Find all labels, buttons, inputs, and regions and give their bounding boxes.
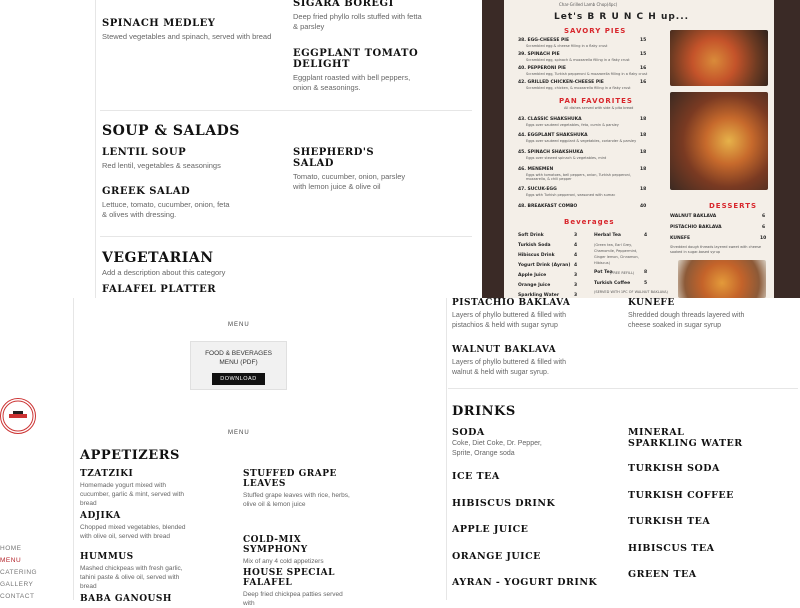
menu-page-bottom-left <box>0 298 446 607</box>
menu-subline: Scrambled egg & cheese filling in a flaky crust <box>526 44 608 48</box>
nav-contact[interactable]: CONTACT <box>0 593 35 600</box>
section-title-appetizers: APPETIZERS <box>80 448 180 463</box>
menu-line: PISTACHIO BAKLAVA <box>670 225 722 230</box>
item-name: SHEPHERD'S SALAD <box>293 147 375 169</box>
food-photo-pide <box>670 30 768 86</box>
price: 18 <box>640 117 647 122</box>
price: 3 <box>574 283 578 288</box>
menu-subline: Scrambled egg, chicken, & mozzarella filling in a flaky crust <box>526 86 631 90</box>
menu-line: Yogurt Drink (Ayran) <box>518 263 571 268</box>
menu-item <box>102 186 232 220</box>
menu-line: KUNEFE <box>670 236 691 241</box>
menu-item <box>293 48 428 93</box>
logo-icon <box>1 399 35 433</box>
menu-item <box>293 0 423 32</box>
price: 4 <box>574 253 578 258</box>
menu-item <box>293 147 418 192</box>
menu-line: 38. EGG-CHEESE PIE <box>518 38 570 43</box>
cafe-logo[interactable] <box>0 398 36 434</box>
menu-item <box>80 594 190 604</box>
item-description: Layers of phyllo buttered & filled with pistachios & held with sugar syrup <box>452 312 567 329</box>
item-description: Tomato, cucumber, onion, parsley with lemon juice & olive oil <box>293 172 406 191</box>
download-card <box>190 341 287 390</box>
price: 40 <box>640 204 647 209</box>
item-description: Deep fried phyllo rolls stuffed with fetta & parsley <box>293 12 422 31</box>
price: 18 <box>640 133 647 138</box>
price: 16 <box>640 80 647 85</box>
menu-line: 43. CLASSIC SHAKSHUKA <box>518 117 582 122</box>
download-card-line2: MENU (PDF) <box>219 359 258 366</box>
divider <box>100 236 472 237</box>
item-name: WALNUT BAKLAVA <box>452 345 557 355</box>
menu-line: 48. BREAKFAST COMBO <box>518 204 578 209</box>
menu-item <box>102 18 272 42</box>
menu-subline: (Green tea, Earl Grey, Chamomile, Peppermint, Ginger lemon, Cinnamon, Hibiscus) <box>594 243 639 265</box>
item-name: COLD-MIX SYMPHONY <box>243 535 308 555</box>
item-name: STUFFED GRAPE LEAVES <box>243 469 337 489</box>
menu-item <box>452 298 572 331</box>
item-name: KUNEFE <box>628 298 675 308</box>
menu-page-bottom-right <box>446 298 800 600</box>
item-name: FALAFEL PLATTER <box>102 284 217 295</box>
drink-apple-juice: APPLE JUICE <box>452 524 529 535</box>
top-line-text: Char-Grilled Lamb Chop(4pc) <box>559 2 618 7</box>
price: 4 <box>574 263 578 268</box>
item-name: ADJIKA <box>80 511 121 521</box>
menu-line: Orange Juice <box>518 283 551 288</box>
menu-line: 46. MENEMEN <box>518 167 554 172</box>
menu-line: Herbal Tea <box>594 233 621 238</box>
menu-item <box>243 469 353 509</box>
menu-line: Sparkling Water <box>518 293 560 298</box>
drink-ice-tea: ICE TEA <box>452 471 500 482</box>
drink-soda: SODA <box>452 427 485 438</box>
menu-item <box>628 298 748 331</box>
drink-soda-desc: Coke, Diet Coke, Dr. Pepper, Sprite, Orange soda <box>452 440 542 457</box>
drink-green-tea: GREEN TEA <box>628 569 697 580</box>
drink-hibiscus-tea: HIBISCUS TEA <box>628 543 715 554</box>
divider <box>446 298 447 600</box>
menu-line: 47. SUCUK-EGG <box>518 187 557 192</box>
item-description: Layers of phyllo buttered & filled with walnut & held with sugar syrup. <box>452 359 567 376</box>
menu-subline: (FREE REFILL) <box>610 271 635 275</box>
item-name: TZATZIKI <box>80 469 134 479</box>
drink-turkish-tea: TURKISH TEA <box>628 516 711 527</box>
price: 4 <box>644 233 648 238</box>
menu-line: Hibiscus Drink <box>518 253 555 258</box>
item-description: Chopped mixed vegetables, blended with olive oil, served with bread <box>80 524 186 540</box>
menu-subline: (SERVED WITH 1PC OF WALNUT BAKLAVA) <box>594 290 668 294</box>
price: 6 <box>762 214 766 219</box>
section-subtitle: Add a description about this category <box>102 268 226 277</box>
section-desserts: DESSERTS <box>709 202 758 210</box>
menu-line: Apple Juice <box>518 273 547 278</box>
download-card-line1: FOOD & BEVERAGES <box>205 350 272 357</box>
item-description: Stuffed grape leaves with rice, herbs, olive oil & lemon juice <box>243 492 350 508</box>
item-description: Homemade yogurt mixed with cucumber, garlic & mint, served with bread <box>80 482 185 507</box>
divider <box>100 110 472 111</box>
item-description: Mix of any 4 cold appetizers <box>243 558 324 565</box>
drink-ayran: AYRAN - YOGURT DRINK <box>452 577 598 588</box>
item-description: Shredded dough threads layered with cheese soaked in sugar syrup <box>628 312 745 329</box>
brunch-banner: Let's B R U N C H up... <box>554 12 690 22</box>
price: 15 <box>640 38 647 43</box>
price: 10 <box>760 236 767 241</box>
menu-page-top-left <box>0 0 482 298</box>
item-description: Eggplant roasted with bell peppers, onion & seasonings. <box>293 73 411 92</box>
nav-home[interactable]: HOME <box>0 545 22 552</box>
menu-subline: Shredded dough threads layered sweet with cheese soaked in sugar-based syrup <box>670 245 762 254</box>
item-description: Red lentil, vegetables & seasonings <box>102 161 221 170</box>
item-name: GREEK SALAD <box>102 186 191 197</box>
menu-subline: Eggs over sauteed vegetables, feta, cumin & parsley <box>526 123 619 127</box>
drink-hibiscus: HIBISCUS DRINK <box>452 498 556 509</box>
item-name: HOUSE SPECIAL FALAFEL <box>243 568 335 588</box>
menu-item <box>243 535 353 566</box>
section-note: All dishes served with side & pita bread <box>564 106 634 110</box>
price: 4 <box>574 243 578 248</box>
menu-line: 40. PEPPERONI PIE <box>518 66 566 71</box>
price: 18 <box>640 167 647 172</box>
printed-menu-photo <box>482 0 800 298</box>
menu-line: 39. SPINACH PIE <box>518 52 560 57</box>
menu-item <box>80 469 190 508</box>
item-name: PISTACHIO BAKLAVA <box>452 298 571 308</box>
menu-subline: Eggs with Turkish pepperoni, seasoned with sumac <box>526 193 616 197</box>
section-savory-pies: SAVORY PIES <box>564 27 627 35</box>
price: 3 <box>574 273 578 278</box>
drink-mineral-water: MINERAL SPARKLING WATER <box>628 427 743 449</box>
food-photo-kunefe <box>678 260 766 298</box>
price: 18 <box>640 150 647 155</box>
section-beverages: Beverages <box>564 218 615 226</box>
menu-item <box>452 345 572 378</box>
menu-line: 42. GRILLED CHICKEN-CHEESE PIE <box>518 80 604 85</box>
menu-subline: Eggs over sauteed eggplant & vegetables, coriander & parsley <box>526 139 637 143</box>
divider <box>73 298 74 600</box>
nav-gallery[interactable]: GALLERY <box>0 581 34 588</box>
drink-orange-juice: ORANGE JUICE <box>452 551 541 562</box>
divider <box>448 388 798 389</box>
section-pan-favorites: PAN FAVORITES <box>559 97 633 105</box>
price: 8 <box>644 270 648 275</box>
menu-item <box>80 552 190 591</box>
menu-line: Pot Tea <box>594 270 613 275</box>
menu-line: 45. SPINACH SHAKSHUKA <box>518 150 584 155</box>
menu-sheet <box>504 0 774 298</box>
menu-line: 44. EGGPLANT SHAKSHUKA <box>518 133 588 138</box>
menu-label: MENU <box>228 322 250 328</box>
drink-turkish-coffee: TURKISH COFFEE <box>628 490 734 501</box>
menu-item <box>80 511 190 541</box>
menu-subline: Scrambled egg, spinach & mozzarella filling in a flaky crust <box>526 58 630 62</box>
price: 3 <box>574 293 578 298</box>
price: 16 <box>640 66 647 71</box>
menu-item <box>102 147 282 171</box>
nav-catering[interactable]: CATERING <box>0 569 38 576</box>
menu-line: Turkish Coffee <box>594 281 631 286</box>
item-name: EGGPLANT TOMATO DELIGHT <box>293 48 419 70</box>
menu-label: MENU <box>228 430 250 436</box>
divider <box>95 0 96 298</box>
menu-subline: Eggs with tomatoes, bell peppers, onion, Turkish pepperoni, mozzarella, & chili pepper <box>526 173 631 181</box>
food-photo-breakfast <box>670 92 768 190</box>
price: 18 <box>640 187 647 192</box>
section-title-soup-salads: SOUP & SALADS <box>102 123 240 139</box>
item-name: LENTIL SOUP <box>102 147 187 158</box>
menu-line: WALNUT BAKLAVA <box>670 214 717 219</box>
price: 15 <box>640 52 647 57</box>
item-name: HUMMUS <box>80 552 134 562</box>
price: 5 <box>644 281 648 286</box>
menu-item <box>243 568 353 608</box>
download-card-title <box>191 349 286 367</box>
menu-line: Turkish Soda <box>518 243 551 248</box>
item-description: Lettuce, tomato, cucumber, onion, feta & olives with dressing. <box>102 200 230 219</box>
item-description: Mashed chickpeas with fresh garlic, tahini paste & olive oil, served with bread <box>80 565 183 590</box>
nav-menu[interactable]: MENU <box>0 557 22 564</box>
section-title-vegetarian: VEGETARIAN <box>102 250 214 266</box>
item-name: BABA GANOUSH <box>80 594 172 604</box>
item-name: SIGARA BOREGI <box>293 0 394 9</box>
section-title-drinks: DRINKS <box>452 404 516 419</box>
menu-line: Soft Drink <box>518 233 544 238</box>
price: 6 <box>762 225 766 230</box>
item-name: SPINACH MEDLEY <box>102 18 216 29</box>
drink-turkish-soda: TURKISH SODA <box>628 463 720 474</box>
menu-subline: Eggs over stewed spinach & vegetables, mint <box>526 156 607 160</box>
item-description: Stewed vegetables and spinach, served with bread <box>102 32 272 41</box>
menu-item <box>102 284 216 295</box>
item-description: Deep fried chickpea patties served with <box>243 591 343 607</box>
menu-subline: Scrambled egg, Turkish pepperoni & mozzarella filling in a flaky crust <box>526 72 648 76</box>
price: 3 <box>574 233 578 238</box>
download-button[interactable]: DOWNLOAD <box>212 373 264 385</box>
